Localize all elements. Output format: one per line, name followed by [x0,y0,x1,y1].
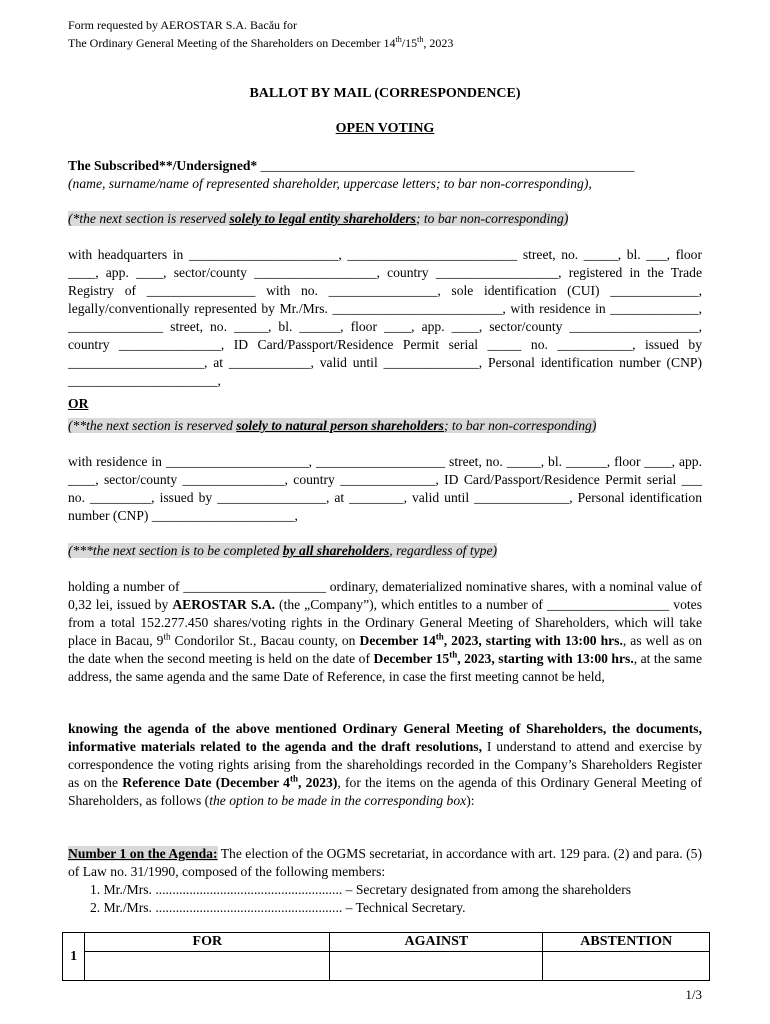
knowing-paragraph: knowing the agenda of the above mentioned Ordinary General Meeting of Shareholders, the documents, informative materials related to the agenda and the draft resolutions, I understand to attend and exercise by correspondence the voting rights arising from the shareholdings recorded in the Company’s Shareholders Register as on the Reference Date (December 4th, 2023), for the items on the agenda of this Ordinary General Meeting of Shareholders, as follows (the option to be made in the corresponding box): [68,721,702,808]
header-line-2: The Ordinary General Meeting of the Shareholders on December 14th/15th, 2023 [68,35,454,50]
vote-table-item-1 [62,932,710,981]
header-line-1: Form requested by AEROSTAR S.A. Bacău for [68,18,298,32]
vote-for-box[interactable] [85,952,330,981]
legal-entity-fields[interactable]: with headquarters in ______________________, _________________________ street, no. _____, bl. ___, floor ____, app. ____, sector/county __________________, country __________________, registered in the Trade Registry of ________________ with no. ________________, sole identification (CUI) _____________, legally/conventionally represented by Mr./Mrs. _________________________, with residence in _____________, ______________ street, no. _____, bl. ______, floor ____, app. ____, sector/county ___________________, country _______________, ID Card/Passport/Residence Permit serial _____ no. ___________, issued by ____________________, at ____________, valid until ______________, Personal identification number (CNP) ______________________, [68,247,702,388]
legal-entity-note: (*the next section is reserved solely to legal entity shareholders; to bar non-corresponding) [68,211,569,226]
vote-abstention-header: ABSTENTION [543,933,710,952]
page-number: 1/3 [685,987,702,1002]
form-header [68,16,453,52]
subscribed-blank[interactable]: _______________________________________________________ [257,158,635,173]
open-voting-title: OPEN VOTING [335,121,435,136]
vote-row-number: 1 [63,933,85,981]
vote-against-header: AGAINST [330,933,543,952]
agenda-item-1: Number 1 on the Agenda: The election of the OGMS secretariat, in accordance with art. 129 para. (2) and para. (5) of Law no. 31/1990, composed of the following members: [68,846,702,879]
natural-person-fields[interactable]: with residence in _____________________, ___________________ street, no. _____, bl. ______, floor ____, app. ____, sector/county _______________, country ______________, ID Card/Passport/Residence Permit serial ___ no. _________, issued by ________________, at ________, valid until ______________, Personal identification number (CNP) _____________________, [68,454,702,523]
holding-paragraph[interactable]: holding a number of _____________________ ordinary, dematerialized nominative shares, with a nominal value of 0,32 lei, issued by AEROSTAR S.A. (the „Company”), which entitles to a number of __________________ votes from a total 152.277.450 shares/voting rights in the Ordinary General Meeting of Shareholders, which will take place in Bacau, 9th Condorilor St., Bacau county, on December 14th, 2023, starting with 13:00 hrs., as well as on the date when the second meeting is held on the date of December 15th, 2023, starting with 13:00 hrs., at the same address, the same agenda and the same Date of Reference, in case the first meeting cannot be held, [68,579,702,684]
agenda-item-1-member-2[interactable]: 2. Mr./Mrs. ....................................................... – Technical Secretary. [90,900,466,915]
all-shareholders-note: (***the next section is to be completed by all shareholders, regardless of type) [68,543,498,558]
agenda-item-1-member-1[interactable]: 1. Mr./Mrs. ....................................................... – Secretary designated from among the shareholders [90,882,632,897]
vote-for-header: FOR [85,933,330,952]
ballot-title: BALLOT BY MAIL (CORRESPONDENCE) [249,86,521,101]
subscribed-label: The Subscribed**/Undersigned* [68,158,258,173]
vote-against-box[interactable] [330,952,543,981]
or-separator: OR [68,396,89,411]
subscribed-note: (name, surname/name of represented shareholder, uppercase letters; to bar non-corresponding), [68,176,592,191]
vote-abstention-box[interactable] [543,952,710,981]
subscribed-line[interactable] [68,157,702,175]
agenda-item-1-label: Number 1 on the Agenda: [68,846,218,861]
natural-person-note: (**the next section is reserved solely to natural person shareholders; to bar non-corresponding) [68,418,597,433]
